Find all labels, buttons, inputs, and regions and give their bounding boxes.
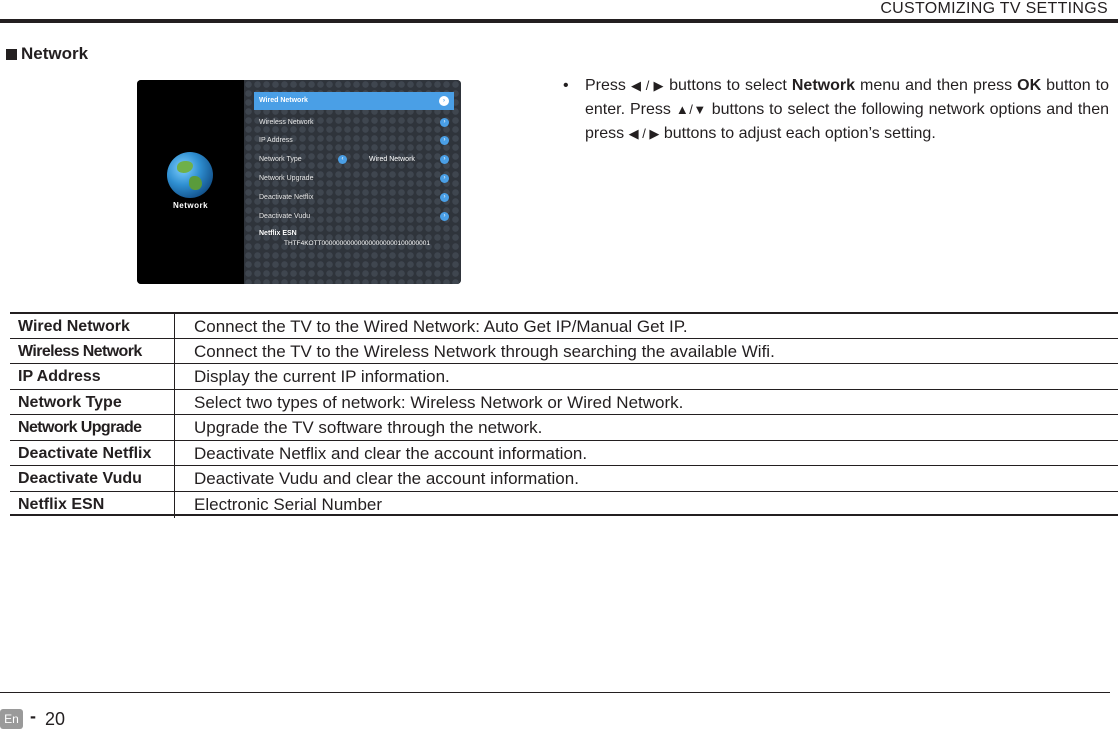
option-description: Electronic Serial Number bbox=[194, 494, 383, 514]
table-row bbox=[10, 440, 1118, 466]
option-description: Deactivate Vudu and clear the account information. bbox=[194, 469, 579, 488]
table-row bbox=[10, 312, 1118, 338]
tv-menu-item-network-type[interactable] bbox=[254, 152, 454, 167]
tv-menu-item-deactivate-vudu[interactable] bbox=[254, 209, 454, 224]
up-down-arrows-icon: ▲/▼ bbox=[675, 102, 707, 117]
language-badge: En bbox=[0, 709, 23, 729]
tv-esn-label: Netflix ESN bbox=[259, 230, 297, 237]
table-row bbox=[10, 363, 1118, 389]
instruction-text: Press ◀ / ▶ buttons to select Network menu and then press OK button to enter. Press ▲/▼ buttons to select the following network options and then press ◀ / ▶ buttons to adjust each option’s setting. bbox=[585, 77, 1110, 142]
left-right-arrows-icon: ◀ / ▶ bbox=[628, 126, 660, 141]
option-description: Deactivate Netflix and clear the account information. bbox=[194, 443, 588, 463]
chevron-right-icon: › bbox=[440, 136, 449, 145]
tv-menu-item-label: Network Upgrade bbox=[259, 175, 314, 182]
tv-menu-item-label: Wireless Network bbox=[259, 119, 314, 126]
option-description: Display the current IP information. bbox=[194, 367, 450, 386]
network-options-table bbox=[10, 312, 1118, 516]
table-row bbox=[10, 491, 1118, 517]
tv-menu-item-wired-network[interactable] bbox=[254, 92, 454, 110]
header-rule bbox=[0, 19, 1118, 23]
bullet-dot: • bbox=[563, 77, 569, 94]
option-description: Connect the TV to the Wireless Network through searching the available Wifi. bbox=[194, 341, 775, 361]
chevron-right-icon: › bbox=[440, 118, 449, 127]
chevron-right-icon: › bbox=[440, 212, 449, 221]
option-name: Wired Network bbox=[18, 318, 130, 335]
tv-menu-item-label: Deactivate Vudu bbox=[259, 213, 311, 220]
page-header-title: CUSTOMIZING TV SETTINGS bbox=[880, 0, 1108, 17]
tv-esn-value: THTF4KOTT000000000000000000000100000001 bbox=[284, 240, 431, 247]
network-type-value: Wired Network bbox=[369, 156, 415, 163]
chevron-right-icon: › bbox=[439, 96, 449, 106]
section-heading bbox=[6, 44, 88, 64]
option-name: Network Upgrade bbox=[18, 419, 142, 436]
option-name: Deactivate Netflix bbox=[18, 444, 152, 462]
table-row bbox=[10, 414, 1118, 440]
section-title: Network bbox=[21, 44, 89, 63]
option-description: Upgrade the TV software through the network. bbox=[194, 418, 543, 437]
chevron-right-icon: › bbox=[440, 193, 449, 202]
tv-left-panel bbox=[137, 80, 244, 284]
tv-menu-item-label: Wired Network bbox=[259, 97, 308, 104]
tv-menu-item-wireless-network[interactable] bbox=[254, 115, 454, 130]
tv-menu-item-network-upgrade[interactable] bbox=[254, 171, 454, 186]
tv-left-label: Network bbox=[172, 201, 209, 210]
instruction-bullet bbox=[563, 74, 1109, 146]
globe-icon bbox=[167, 152, 213, 198]
tv-menu-screenshot bbox=[137, 80, 461, 284]
tv-menu-item-deactivate-netflix[interactable] bbox=[254, 190, 454, 205]
page-dash: - bbox=[30, 706, 36, 726]
option-description: Connect the TV to the Wired Network: Auto Get IP/Manual Get IP. bbox=[194, 317, 688, 336]
table-column-divider bbox=[174, 312, 175, 518]
option-name: Network Type bbox=[18, 393, 122, 411]
page-number: 20 bbox=[45, 709, 66, 729]
option-name: Wireless Network bbox=[18, 342, 142, 360]
chevron-right-icon: › bbox=[440, 155, 449, 164]
tv-menu-panel bbox=[244, 80, 461, 284]
option-name: IP Address bbox=[18, 368, 101, 385]
table-row bbox=[10, 338, 1118, 364]
option-description: Select two types of network: Wireless Network or Wired Network. bbox=[194, 392, 684, 412]
tv-menu-item-label: IP Address bbox=[259, 137, 293, 144]
tv-menu-item-label: Network Type bbox=[259, 156, 302, 163]
option-name: Netflix ESN bbox=[18, 495, 105, 513]
footer-rule bbox=[0, 692, 1110, 693]
chevron-right-icon: › bbox=[440, 174, 449, 183]
table-row bbox=[10, 465, 1118, 491]
chevron-left-icon: ‹ bbox=[338, 155, 347, 164]
square-bullet-icon bbox=[6, 49, 17, 60]
table-row bbox=[10, 389, 1118, 415]
tv-menu-item-label: Deactivate Netflix bbox=[259, 194, 314, 201]
option-name: Deactivate Vudu bbox=[18, 470, 142, 487]
tv-menu-item-ip-address[interactable] bbox=[254, 133, 454, 148]
left-right-arrows-icon: ◀ / ▶ bbox=[630, 78, 665, 93]
